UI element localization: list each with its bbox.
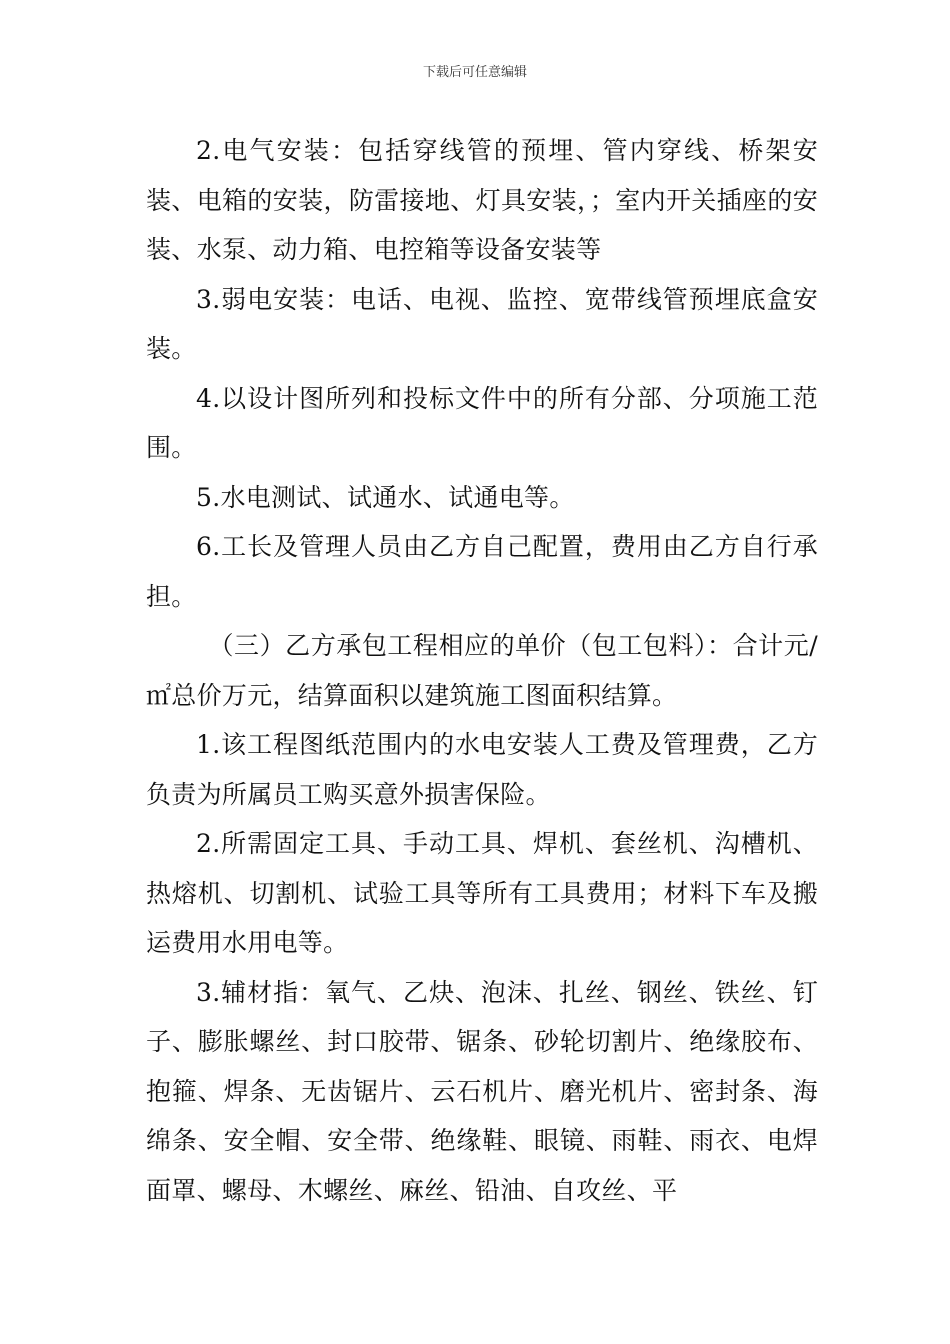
paragraph-tools-fee: 2.所需固定工具、手动工具、焊机、套丝机、沟槽机、热熔机、切割机、试验工具等所有工具费用；材料下车及搬运费用水用电等。 — [146, 829, 818, 957]
paragraph-labor-fee: 1.该工程图纸范围内的水电安装人工费及管理费，乙方负责为所属员工购买意外损害保险。 — [146, 730, 818, 809]
paragraph-electrical-installation: 2.电气安装：包括穿线管的预埋、管内穿线、桥架安装、电箱的安装，防雷接地、灯具安装，；室内开关插座的安装、水泵、动力箱、电控箱等设备安装等 — [146, 136, 818, 264]
paragraph-management-staff: 6.工长及管理人员由乙方自己配置，费用由乙方自行承担。 — [146, 532, 818, 611]
page-header: 下载后可任意编辑 — [422, 65, 527, 80]
section-heading-unit-price: （三）乙方承包工程相应的单价（包工包料）：合计元/㎡总价万元，结算面积以建筑施工图面积结算。 — [146, 631, 818, 710]
paragraph-low-voltage-installation: 3.弱电安装：电话、电视、监控、宽带线管预埋底盒安装。 — [146, 284, 818, 363]
paragraph-testing: 5.水电测试、试通水、试通电等。 — [196, 482, 575, 512]
document-body — [146, 126, 818, 1215]
paragraph-auxiliary-materials: 3.辅材指：氧气、乙炔、泡沫、扎丝、钢丝、铁丝、钉子、膨胀螺丝、封口胶带、锯条、砂轮切割片、绝缘胶布、抱箍、焊条、无齿锯片、云石机片、磨光机片、密封条、海绵条、安全帽、安全带、绝缘鞋、眼镜、雨鞋、雨衣、电焊面罩、螺母、木螺丝、麻丝、铅油、自攻丝、平 — [146, 977, 818, 1205]
paragraph-construction-scope: 4.以设计图所列和投标文件中的所有分部、分项施工范围。 — [146, 383, 818, 462]
